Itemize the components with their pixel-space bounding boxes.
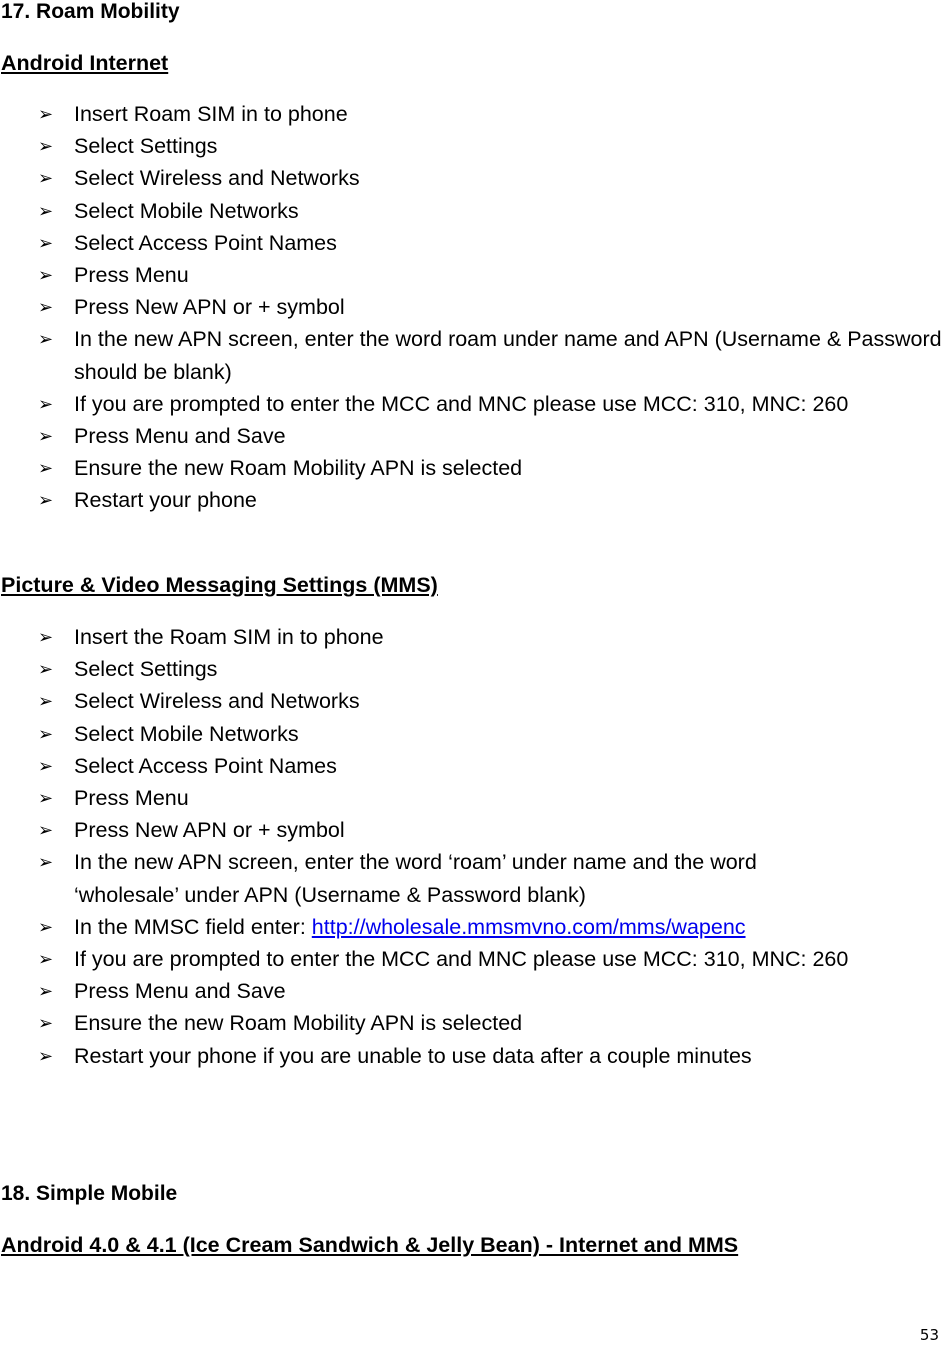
arrowhead-bullet-icon: ➢: [38, 788, 54, 809]
list-item: ➢ Insert the Roam SIM in to phone: [0, 621, 947, 653]
arrowhead-bullet-icon: ➢: [38, 820, 54, 841]
list-item: ➢ Select Settings: [0, 653, 947, 685]
arrowhead-bullet-icon: ➢: [38, 104, 54, 124]
list-item: ➢ If you are prompted to enter the MCC and MNC please use MCC: 310, MNC: 260: [0, 388, 947, 420]
list-item: ➢ Restart your phone: [0, 484, 947, 516]
list-item: ➢ Select Wireless and Networks: [0, 685, 947, 717]
list-item: ➢ Ensure the new Roam Mobility APN is selected: [0, 1007, 947, 1039]
list-item: ➢ Select Mobile Networks: [0, 718, 947, 750]
arrowhead-bullet-icon: ➢: [38, 1013, 54, 1034]
mms-steps-list: [0, 621, 947, 1072]
arrowhead-bullet-icon: ➢: [38, 755, 54, 776]
subheading-android-internet: Android Internet: [1, 51, 169, 75]
section-title-simple-mobile: 18. Simple Mobile: [1, 1182, 178, 1205]
arrowhead-bullet-icon: ➢: [38, 916, 54, 937]
arrowhead-bullet-icon: ➢: [38, 981, 54, 1002]
arrowhead-bullet-icon: ➢: [38, 691, 54, 712]
section-title-roam-mobility: 17. Roam Mobility: [1, 0, 180, 23]
arrowhead-bullet-icon: ➢: [38, 627, 54, 647]
arrowhead-bullet-icon: ➢: [38, 393, 54, 414]
page-number: 53: [919, 1326, 939, 1344]
list-item: ➢ Press New APN or + symbol: [0, 291, 947, 323]
arrowhead-bullet-icon: ➢: [38, 297, 54, 318]
arrowhead-bullet-icon: ➢: [38, 1045, 54, 1066]
arrowhead-bullet-icon: ➢: [38, 490, 54, 511]
arrowhead-bullet-icon: ➢: [38, 852, 54, 873]
subheading-android-ics-jb: Android 4.0 & 4.1 (Ice Cream Sandwich & Jelly Bean) - Internet and MMS: [1, 1233, 739, 1257]
internet-steps-list: [0, 98, 947, 517]
list-item: ➢ Select Mobile Networks: [0, 195, 947, 227]
list-item: ➢ In the MMSC field enter: http://wholesale.mmsmvno.com/mms/wapenc: [0, 911, 947, 943]
arrowhead-bullet-icon: ➢: [38, 265, 54, 286]
list-item: ➢ Press New APN or + symbol: [0, 814, 947, 846]
list-item: ➢ Insert Roam SIM in to phone: [0, 98, 947, 130]
list-item: ➢ Press Menu and Save: [0, 975, 947, 1007]
list-item: ➢ Select Settings: [0, 130, 947, 162]
arrowhead-bullet-icon: ➢: [38, 723, 54, 744]
list-item: ➢ Press Menu: [0, 259, 947, 291]
arrowhead-bullet-icon: ➢: [38, 949, 54, 970]
list-item: ➢ If you are prompted to enter the MCC and MNC please use MCC: 310, MNC: 260: [0, 943, 947, 975]
list-item: ➢ Select Access Point Names: [0, 750, 947, 782]
arrowhead-bullet-icon: ➢: [38, 168, 54, 189]
arrowhead-bullet-icon: ➢: [38, 458, 54, 479]
arrowhead-bullet-icon: ➢: [38, 659, 54, 680]
list-item: ➢ Select Access Point Names: [0, 227, 947, 259]
arrowhead-bullet-icon: ➢: [38, 329, 54, 350]
list-item: ➢ Select Wireless and Networks: [0, 162, 947, 194]
mmsc-url-link[interactable]: http://wholesale.mmsmvno.com/mms/wapenc: [311, 914, 746, 939]
list-item: ➢ Restart your phone if you are unable to use data after a couple minutes: [0, 1040, 947, 1072]
list-item: ➢ In the new APN screen, enter the word roam under name and APN (Username & Password should be blank): [0, 323, 947, 387]
arrowhead-bullet-icon: ➢: [38, 426, 54, 447]
arrowhead-bullet-icon: ➢: [38, 136, 54, 157]
arrowhead-bullet-icon: ➢: [38, 232, 54, 253]
list-item: ➢ Press Menu and Save: [0, 420, 947, 452]
list-item: ➢ In the new APN screen, enter the word ‘roam’ under name and the word ‘wholesale’ under APN (Username & Password blank): [0, 846, 947, 910]
list-item: ➢ Press Menu: [0, 782, 947, 814]
arrowhead-bullet-icon: ➢: [38, 200, 54, 221]
list-item: ➢ Ensure the new Roam Mobility APN is selected: [0, 452, 947, 484]
subheading-mms-settings: Picture & Video Messaging Settings (MMS): [1, 573, 438, 597]
